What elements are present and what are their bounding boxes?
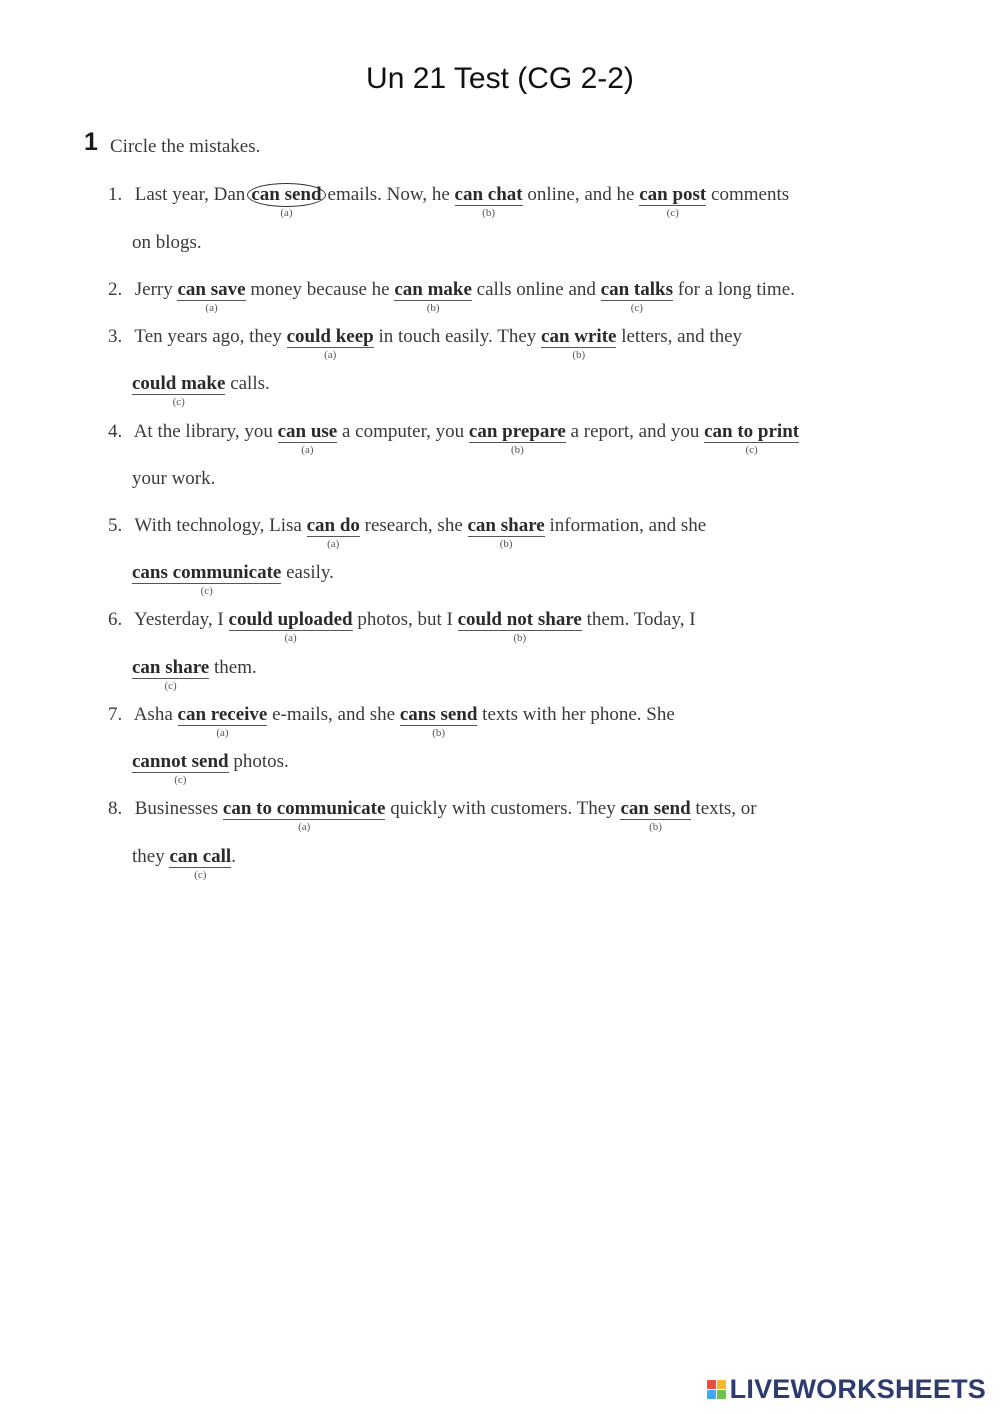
item-text: emails. Now, he — [327, 184, 450, 205]
choice-label: (c) — [174, 774, 187, 786]
choice-label: (c) — [194, 869, 207, 881]
choice-label: (a) — [284, 632, 297, 644]
item-number: 6. — [108, 609, 123, 630]
choice-label: (b) — [426, 302, 440, 314]
item-1-choice-a-circled[interactable] — [247, 183, 325, 219]
choice-text: can write — [541, 326, 617, 347]
item-4-line-2 — [132, 467, 215, 491]
choice-label: (c) — [164, 680, 177, 692]
item-text: texts, or — [695, 798, 757, 819]
item-text: money because he — [250, 279, 390, 300]
item-3-line-2 — [132, 372, 270, 408]
item-text: photos. — [233, 751, 289, 772]
choice-text: cans send — [399, 704, 478, 725]
item-5-line-2 — [132, 561, 334, 597]
item-7-choice-c[interactable] — [132, 751, 229, 786]
item-2-choice-a[interactable] — [177, 279, 246, 314]
item-2-choice-c[interactable] — [600, 279, 673, 314]
item-text: quickly with customers. They — [390, 798, 616, 819]
item-text: them. — [213, 657, 257, 678]
choice-text: can post — [639, 184, 707, 205]
item-8-line-2 — [132, 845, 236, 881]
choice-label: (b) — [482, 207, 495, 219]
choice-text: cannot send — [132, 751, 229, 772]
item-text: With technology, Lisa — [134, 515, 302, 536]
item-6-line-2 — [132, 656, 257, 692]
choice-label: (a) — [280, 207, 293, 219]
choice-label: (a) — [205, 302, 218, 314]
item-text: texts with her phone. She — [482, 704, 675, 725]
item-7-choice-b[interactable] — [399, 704, 478, 739]
item-text: Jerry — [134, 279, 173, 300]
item-8-choice-c[interactable] — [169, 846, 232, 881]
choice-label: (a) — [216, 727, 229, 739]
item-number: 7. — [108, 704, 123, 725]
choice-label: (b) — [510, 444, 524, 456]
choice-label: (b) — [513, 632, 527, 644]
item-4-choice-a[interactable] — [277, 421, 338, 456]
choice-text: can make — [394, 279, 472, 300]
item-1-line-1 — [108, 183, 790, 219]
choice-label: (c) — [172, 396, 185, 408]
item-4-choice-c[interactable] — [704, 421, 800, 456]
choice-text: can save — [177, 279, 246, 300]
liveworksheets-logo[interactable] — [707, 1374, 986, 1405]
item-3-choice-c[interactable] — [132, 373, 226, 408]
item-8-choice-b[interactable] — [620, 798, 691, 833]
choice-text: can send — [251, 184, 322, 205]
item-5-choice-b[interactable] — [467, 515, 545, 550]
item-number: 8. — [108, 798, 123, 819]
item-3-choice-b[interactable] — [541, 326, 617, 361]
item-text: online, and he — [527, 184, 635, 205]
choice-label: (a) — [298, 821, 311, 833]
item-7-line-2 — [132, 750, 289, 786]
choice-text: can send — [620, 798, 691, 819]
item-5-choice-a[interactable] — [306, 515, 360, 550]
item-6-line-1 — [108, 608, 696, 644]
choice-text: can use — [277, 421, 338, 442]
item-4-choice-b[interactable] — [468, 421, 566, 456]
item-text: Yesterday, I — [134, 609, 224, 630]
item-3-choice-a[interactable] — [286, 326, 374, 361]
item-text: a report, and you — [570, 421, 700, 442]
item-text: Last year, Dan — [134, 184, 246, 205]
choice-text: can to print — [704, 421, 800, 442]
section-number: 1 — [84, 128, 98, 156]
item-text: a computer, you — [341, 421, 465, 442]
choice-text: can chat — [454, 184, 523, 205]
item-number: 5. — [108, 515, 123, 536]
item-5-choice-c[interactable] — [132, 562, 282, 597]
item-text: . — [231, 846, 236, 867]
choice-text: cans communicate — [132, 562, 282, 583]
choice-label: (b) — [432, 727, 446, 739]
choice-label: (c) — [745, 444, 758, 456]
choice-label: (c) — [200, 585, 213, 597]
item-number: 2. — [108, 279, 123, 300]
item-text: they — [132, 846, 165, 867]
item-5-line-1 — [108, 514, 707, 550]
item-text: research, she — [364, 515, 463, 536]
choice-text: can do — [306, 515, 360, 536]
choice-label: (b) — [649, 821, 662, 833]
item-6-choice-b[interactable] — [457, 609, 582, 644]
item-8-line-1 — [108, 797, 757, 833]
item-text: calls online and — [476, 279, 596, 300]
item-text: in touch easily. They — [378, 326, 537, 347]
item-2-choice-b[interactable] — [394, 279, 472, 314]
choice-text: can share — [132, 657, 210, 678]
choice-label: (a) — [301, 444, 314, 456]
item-text: calls. — [230, 373, 270, 394]
item-7-line-1 — [108, 703, 675, 739]
section-instruction: Circle the mistakes. — [110, 136, 261, 157]
choice-text: can receive — [177, 704, 268, 725]
logo-mark-icon — [707, 1380, 726, 1399]
choice-text: can call — [169, 846, 232, 867]
item-text: Businesses — [134, 798, 219, 819]
choice-text: can talks — [600, 279, 673, 300]
item-text: comments — [711, 184, 790, 205]
item-number: 1. — [108, 184, 123, 205]
choice-label: (c) — [630, 302, 643, 314]
brand-name: LIVEWORKSHEETS — [729, 1374, 986, 1404]
choice-text: can prepare — [468, 421, 566, 442]
item-text: your work. — [132, 468, 216, 489]
choice-text: can share — [467, 515, 545, 536]
page-title: Un 21 Test (CG 2-2) — [366, 62, 634, 95]
choice-text: could make — [132, 373, 226, 394]
item-6-choice-c[interactable] — [132, 657, 210, 692]
item-text: on blogs. — [132, 232, 202, 253]
item-text: e-mails, and she — [272, 704, 396, 725]
item-text: photos, but I — [357, 609, 453, 630]
item-1-line-2 — [132, 231, 202, 255]
item-6-choice-a[interactable] — [228, 609, 353, 644]
choice-text: can to communicate — [222, 798, 386, 819]
item-text: easily. — [286, 562, 334, 583]
item-number: 3. — [108, 326, 123, 347]
item-text: Asha — [133, 704, 173, 725]
item-text: information, and she — [549, 515, 707, 536]
item-1-choice-c[interactable] — [639, 184, 707, 219]
choice-text: could uploaded — [228, 609, 353, 630]
choice-text: could keep — [286, 326, 374, 347]
item-4-line-1 — [108, 420, 800, 456]
item-text: them. Today, I — [586, 609, 696, 630]
item-text: Ten years ago, they — [134, 326, 282, 347]
item-text: for a long time. — [677, 279, 795, 300]
choice-label: (c) — [666, 207, 679, 219]
item-3-line-1 — [108, 325, 743, 361]
choice-text: could not share — [457, 609, 582, 630]
item-8-choice-a[interactable] — [222, 798, 386, 833]
item-1-choice-b[interactable] — [454, 184, 523, 219]
item-text: At the library, you — [133, 421, 273, 442]
choice-label: (a) — [324, 349, 337, 361]
choice-label: (b) — [572, 349, 586, 361]
choice-label: (b) — [499, 538, 513, 550]
item-7-choice-a[interactable] — [177, 704, 268, 739]
choice-label: (a) — [327, 538, 340, 550]
item-text: letters, and they — [621, 326, 743, 347]
item-2-line-1 — [108, 278, 795, 314]
item-number: 4. — [108, 421, 123, 442]
